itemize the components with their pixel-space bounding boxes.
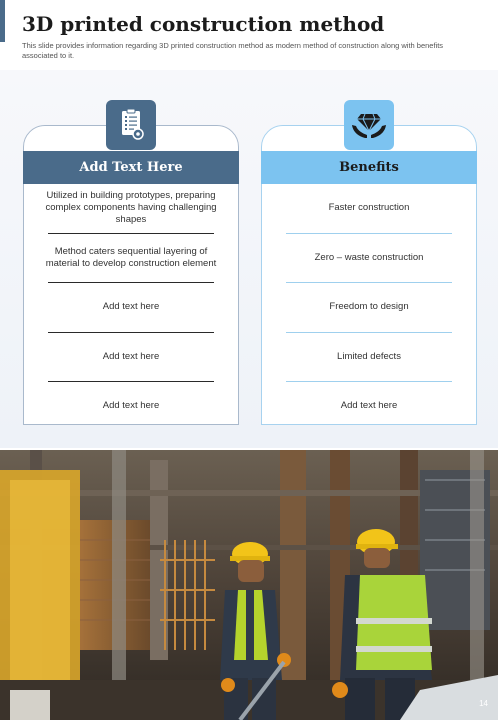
page-subtitle: This slide provides information regarding 3D printed construction method as modern method of construction along with benefits associated to it.: [22, 41, 444, 60]
right-card-heading: Benefits: [261, 151, 477, 184]
left-card-row: Add text here: [102, 400, 160, 412]
page-title: 3D printed construction method: [22, 12, 385, 36]
right-card-row: Faster construction: [328, 202, 410, 214]
right-card-icon-box: [344, 100, 394, 150]
right-card-row: Limited defects: [337, 350, 401, 362]
document-checklist-icon: [106, 100, 156, 150]
left-card-row: Utilized in building prototypes, preparing complex components having challenging shapes: [45, 190, 217, 226]
left-card-icon-box: [106, 100, 156, 150]
construction-photo-illustration: [0, 450, 498, 720]
left-card-heading: Add Text Here: [23, 151, 239, 184]
construction-workers-photo: [0, 450, 498, 720]
right-card: [261, 125, 477, 425]
diamond-hands-icon: [344, 100, 394, 150]
right-card-rows: [262, 184, 476, 431]
right-card-row: Freedom to design: [329, 301, 409, 313]
left-card-row: Add text here: [102, 301, 160, 313]
left-card-row: Method caters sequential layering of material to develop construction element: [45, 245, 217, 269]
title-accent-bar: [0, 0, 5, 42]
left-card-rows: [24, 184, 238, 431]
left-card: [23, 125, 239, 425]
left-card-row: Add text here: [102, 350, 160, 362]
right-card-row: Add text here: [340, 400, 398, 412]
right-card-row: Zero – waste construction: [314, 251, 424, 263]
page-number: 14: [479, 699, 488, 708]
